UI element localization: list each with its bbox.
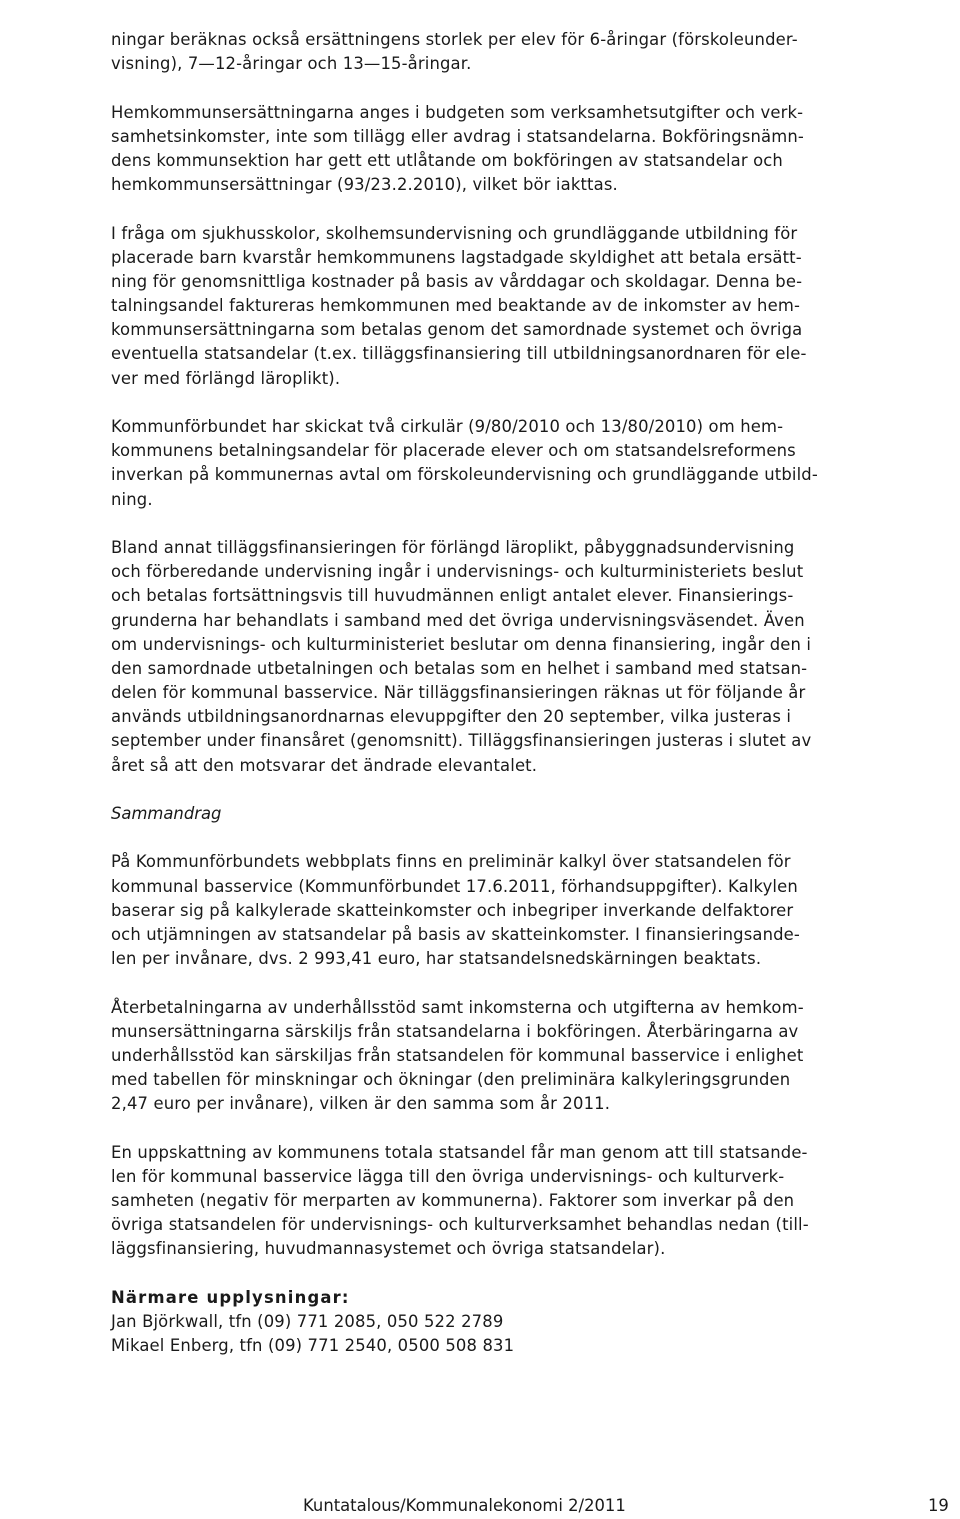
text-line: placerade barn kvarstår hemkommunens lagstadgade skyldighet att betala ersätt- [111,247,802,267]
text-line: grunderna har behandlats i samband med det övriga undervisningsväsendet. Även [111,610,805,630]
paragraph-2 [111,101,943,198]
text-line: dens kommunsektion har gett ett utlåtande om bokföringen av statsandelar och [111,150,783,170]
text-line: munsersättningarna särskiljs från statsandelarna i bokföringen. Återbäringarna av [111,1021,799,1041]
paragraph-7 [111,996,943,1117]
text-line: Kommunförbundet har skickat två cirkulär (9/80/2010 och 13/80/2010) om hem- [111,417,784,436]
document-body [111,28,943,1358]
text-line: ver med förlängd läroplikt). [111,368,341,388]
text-line: underhållsstöd kan särskiljas från statsandelen för kommunal basservice i enlighet [111,1045,804,1065]
text-line: visning), 7—12-åringar och 13—15-åringar. [111,54,472,74]
section-heading: Sammandrag [111,804,222,823]
text-line: baserar sig på kalkylerade skatteinkomster och inbegriper inverkande delfaktorer [111,900,794,920]
text-line: läggsfinansiering, huvudmannasystemet och övriga statsandelar). [111,1239,666,1259]
text-line: med tabellen för minskningar och ökningar (den preliminära kalkyleringsgrunden [111,1070,791,1090]
text-line: året så att den motsvarar det ändrade elevantalet. [111,755,538,775]
text-line: kommunens betalningsandelar för placerade elever och om statsandelsreformens [111,441,796,461]
text-line: talningsandel faktureras hemkommunen med beaktande av de inkomster av hem- [111,296,801,316]
text-line: hemkommunsersättningar (93/23.2.2010), vilket bör iakttas. [111,175,618,195]
contact-block [111,1286,943,1359]
contact-line: Jan Björkwall, tfn (09) 771 2085, 050 522 2789 [111,1311,504,1331]
text-line: övriga statsandelen för undervisnings- och kulturverksamhet behandlas nedan (till- [111,1215,809,1235]
text-line: 2,47 euro per invånare), vilken är den samma som år 2011. [111,1094,611,1114]
paragraph-1 [111,28,943,76]
text-line: samheten (negativ för merparten av kommunerna). Faktorer som inverkar på den [111,1191,795,1211]
text-line: eventuella statsandelar (t.ex. tilläggsfinansiering till utbildningsanordnaren för ele- [111,344,807,364]
page-number: 19 [928,1496,949,1515]
text-line: ning. [111,489,153,509]
paragraph-4 [111,415,943,512]
paragraph-6 [111,850,943,971]
text-line: ningar beräknas också ersättningens storlek per elev för 6-åringar (förskoleunder- [111,30,798,49]
contact-line: Mikael Enberg, tfn (09) 771 2540, 0500 508 831 [111,1336,515,1356]
text-line: delen för kommunal basservice. När tilläggsfinansieringen räknas ut för följande år [111,683,806,703]
text-line: Återbetalningarna av underhållsstöd samt inkomsterna och utgifterna av hemkom- [111,997,804,1017]
page-footer [0,1496,960,1518]
text-line: Bland annat tilläggsfinansieringen för förlängd läroplikt, påbyggnadsundervisning [111,537,795,557]
text-line: används utbildningsanordnarnas elevuppgifter den 20 september, vilka justeras i [111,707,792,727]
text-line: och utjämningen av statsandelar på basis av skatteinkomster. I finansieringsande- [111,924,800,944]
text-line: ning för genomsnittliga kostnader på basis av vårddagar och skoldagar. Denna be- [111,271,803,291]
paragraph-5 [111,536,943,778]
text-line: samhetsinkomster, inte som tillägg eller avdrag i statsandelarna. Bokföringsnämn- [111,126,804,146]
paragraph-3 [111,222,943,391]
text-line: och betalas fortsättningsvis till huvudmännen enligt antalet elever. Finansierings- [111,586,794,606]
text-line: den samordnade utbetalningen och betalas som en helhet i samband med statsan- [111,658,808,678]
publication-title: Kuntatalous/Kommunalekonomi 2/2011 [303,1496,626,1515]
text-line: kommunal basservice (Kommunförbundet 17.6.2011, förhandsuppgifter). Kalkylen [111,876,798,896]
text-line: och förberedande undervisning ingår i undervisnings- och kulturministeriets beslut [111,562,804,582]
text-line: september under finansåret (genomsnitt). Tilläggsfinansieringen justeras i slutet av [111,731,812,751]
text-line: len för kommunal basservice lägga till den övriga undervisnings- och kulturverk- [111,1166,785,1186]
text-line: kommunsersättningarna som betalas genom det samordnade systemet och övriga [111,320,803,340]
text-line: I fråga om sjukhusskolor, skolhemsundervisning och grundläggande utbildning för [111,223,798,243]
text-line: Hemkommunsersättningarna anges i budgeten som verksamhetsutgifter och verk- [111,102,804,122]
text-line: På Kommunförbundets webbplats finns en preliminär kalkyl över statsandelen för [111,852,791,872]
text-line: len per invånare, dvs. 2 993,41 euro, har statsandelsnedskärningen beaktats. [111,949,762,969]
text-line: inverkan på kommunernas avtal om förskoleundervisning och grundläggande utbild- [111,465,818,485]
text-line: En uppskattning av kommunens totala statsandel får man genom att till statsande- [111,1142,808,1162]
paragraph-8 [111,1141,943,1262]
text-line: om undervisnings- och kulturministeriet beslutar om denna finansiering, ingår den i [111,634,812,654]
contact-title: Närmare upplysningar: [111,1287,350,1307]
